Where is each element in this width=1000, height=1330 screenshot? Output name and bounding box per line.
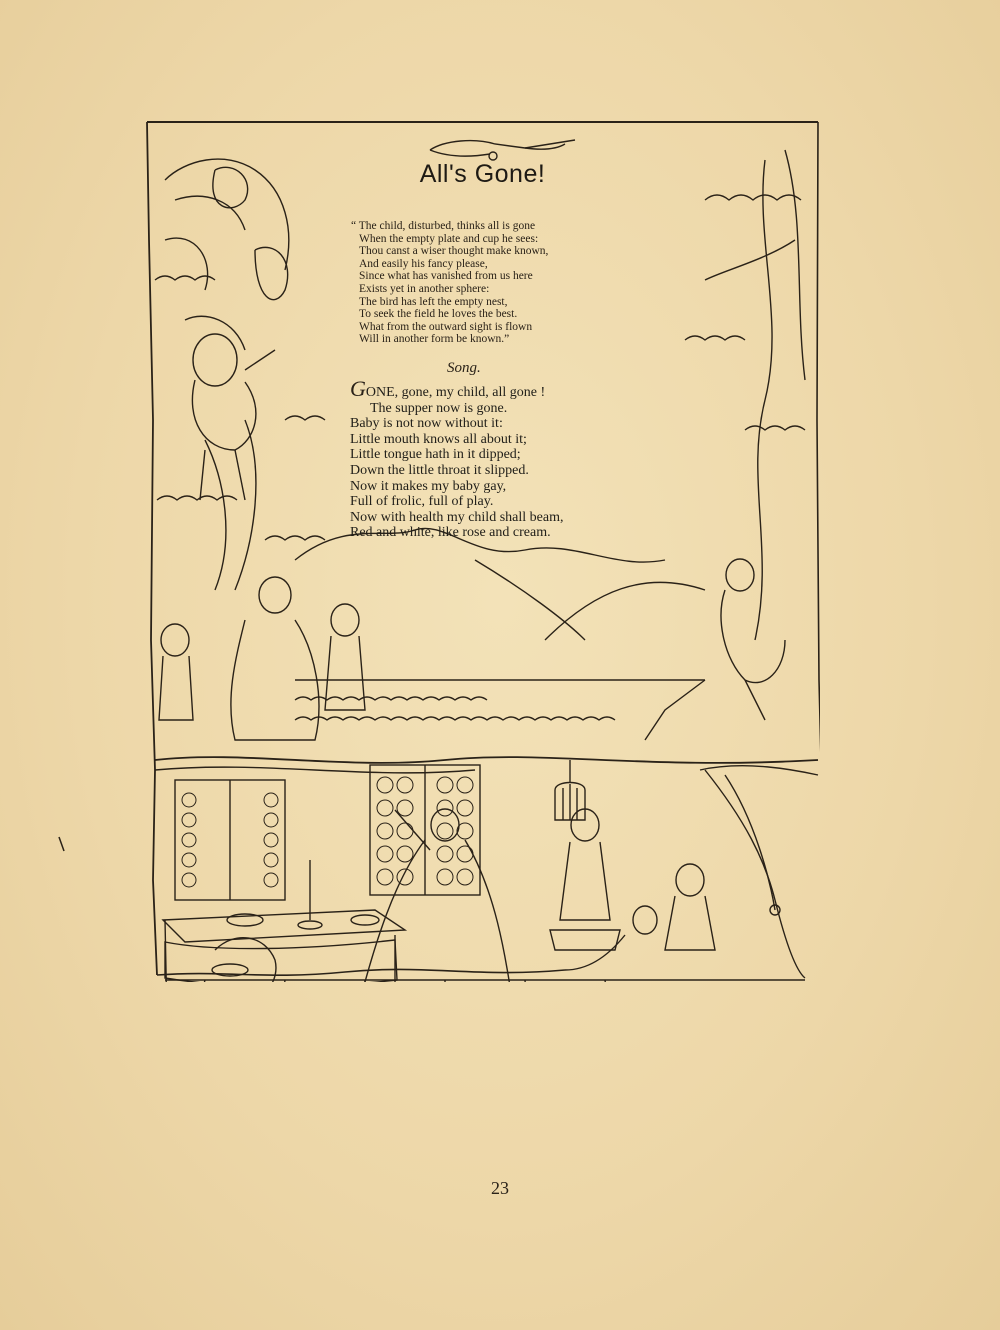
song-line: The supper now is gone. [370, 400, 508, 416]
epigraph-line: To seek the field he loves the best. [359, 308, 518, 321]
song-line: Little tongue hath in it dipped; [350, 447, 521, 463]
epigraph [351, 220, 611, 346]
epigraph-line: The bird has left the empty nest, [359, 295, 508, 308]
song-line [350, 376, 650, 401]
epigraph-line: When the empty plate and cup he sees: [359, 232, 539, 245]
song-line: Red and white, like rose and cream. [350, 525, 551, 541]
song-line: Now it makes my baby gay, [350, 478, 507, 494]
illustration-plate [145, 120, 820, 982]
epigraph-line: Exists yet in another sphere: [359, 282, 490, 295]
epigraph-line: Since what has vanished from us here [359, 270, 533, 283]
song-stanza [350, 376, 650, 541]
song-line: Full of frolic, full of play. [350, 494, 494, 510]
drop-cap: G [350, 376, 366, 401]
song-line: Baby is not now without it: [350, 416, 503, 432]
song-line: Now with health my child shall beam, [350, 509, 564, 525]
epigraph-line: What from the outward sight is flown [359, 320, 533, 333]
epigraph-line: Thou canst a wiser thought make known, [359, 245, 549, 258]
poem-title: All's Gone! [419, 160, 546, 188]
epigraph-line: And easily his fancy please, [359, 257, 488, 270]
song-first-line: ONE, gone, my child, all gone ! [365, 385, 546, 400]
page-number: 23 [491, 1178, 509, 1198]
song-line: Little mouth knows all about it; [350, 431, 527, 447]
song-heading: Song. [447, 360, 481, 376]
epigraph-line: “ The child, disturbed, thinks all is gone [351, 220, 536, 232]
margin-tick-mark [58, 836, 66, 852]
epigraph-line: Will in another form be known.” [359, 333, 510, 346]
song-line: Down the little throat it slipped. [350, 462, 529, 478]
